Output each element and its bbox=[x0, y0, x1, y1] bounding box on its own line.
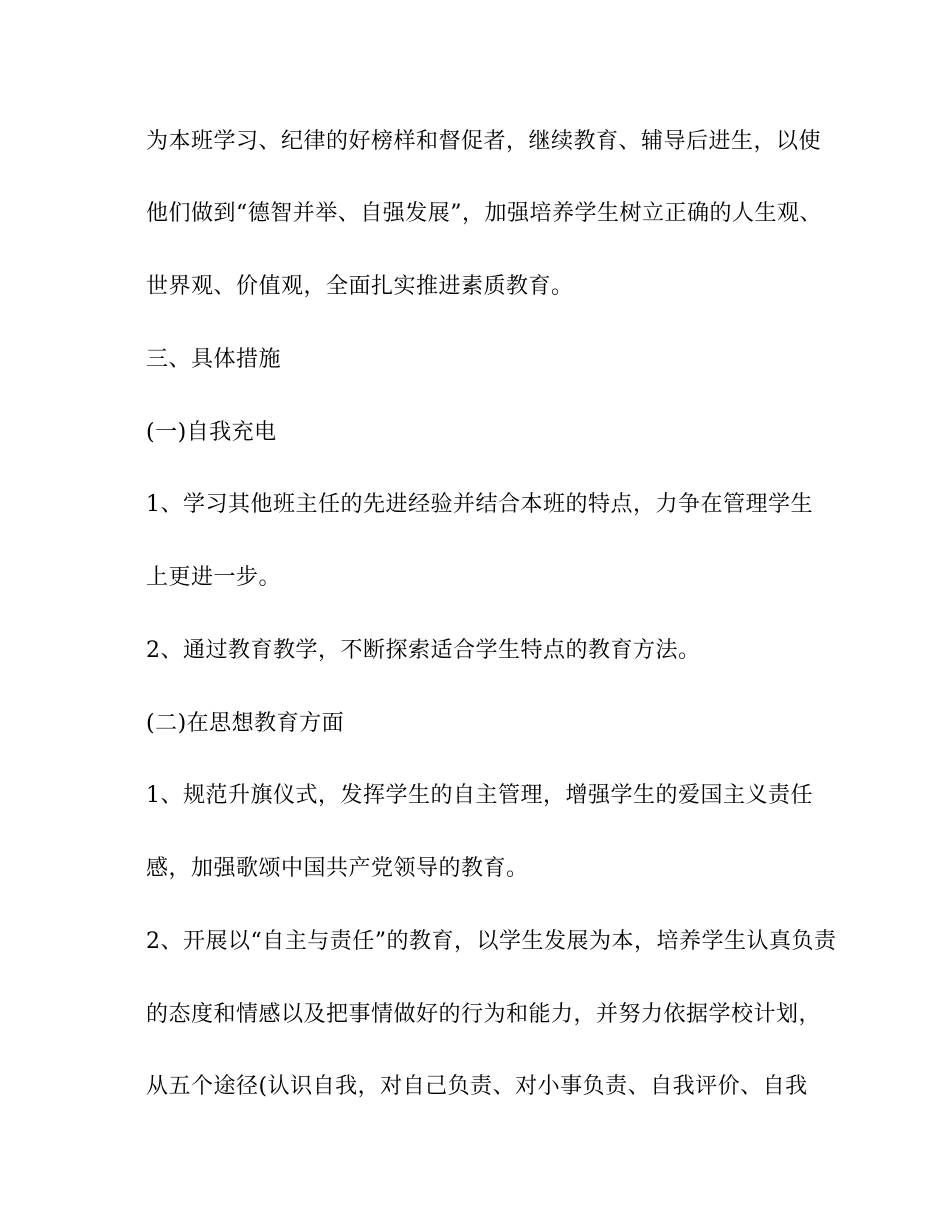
text-line-12: 2、开展以“自主与责任”的教育，以学生发展为本，培养学生认真负责 bbox=[146, 929, 837, 954]
text-line-8: 2、通过教育教学，不断探索适合学生特点的教育方法。 bbox=[146, 638, 701, 663]
text-line-14: 从五个途径(认识自我，对自己负责、对小事负责、自我评价、自我 bbox=[146, 1074, 808, 1099]
subsection-heading-2: (二)在思想教育方面 bbox=[146, 711, 345, 736]
text-line-3: 世界观、价值观，全面扎实推进素质教育。 bbox=[146, 274, 574, 299]
text-line-2: 他们做到“德智并举、自强发展”，加强培养学生树立正确的人生观、 bbox=[146, 201, 822, 226]
text-line-1: 为本班学习、纪律的好榜样和督促者，继续教育、辅导后进生，以使 bbox=[146, 129, 822, 154]
text-line-11: 感，加强歌颂中国共产党领导的教育。 bbox=[146, 856, 529, 881]
text-line-10: 1、规范升旗仪式，发挥学生的自主管理，增强学生的爱国主义责任 bbox=[146, 783, 813, 808]
text-line-7: 上更进一步。 bbox=[146, 565, 282, 590]
subsection-heading-1: (一)自我充电 bbox=[146, 420, 277, 445]
text-line-13: 的态度和情感以及把事情做好的行为和能力，并努力依据学校计划， bbox=[146, 1002, 822, 1027]
section-heading: 三、具体措施 bbox=[146, 347, 282, 372]
text-line-6: 1、学习其他班主任的先进经验并结合本班的特点，力争在管理学生 bbox=[146, 492, 813, 517]
